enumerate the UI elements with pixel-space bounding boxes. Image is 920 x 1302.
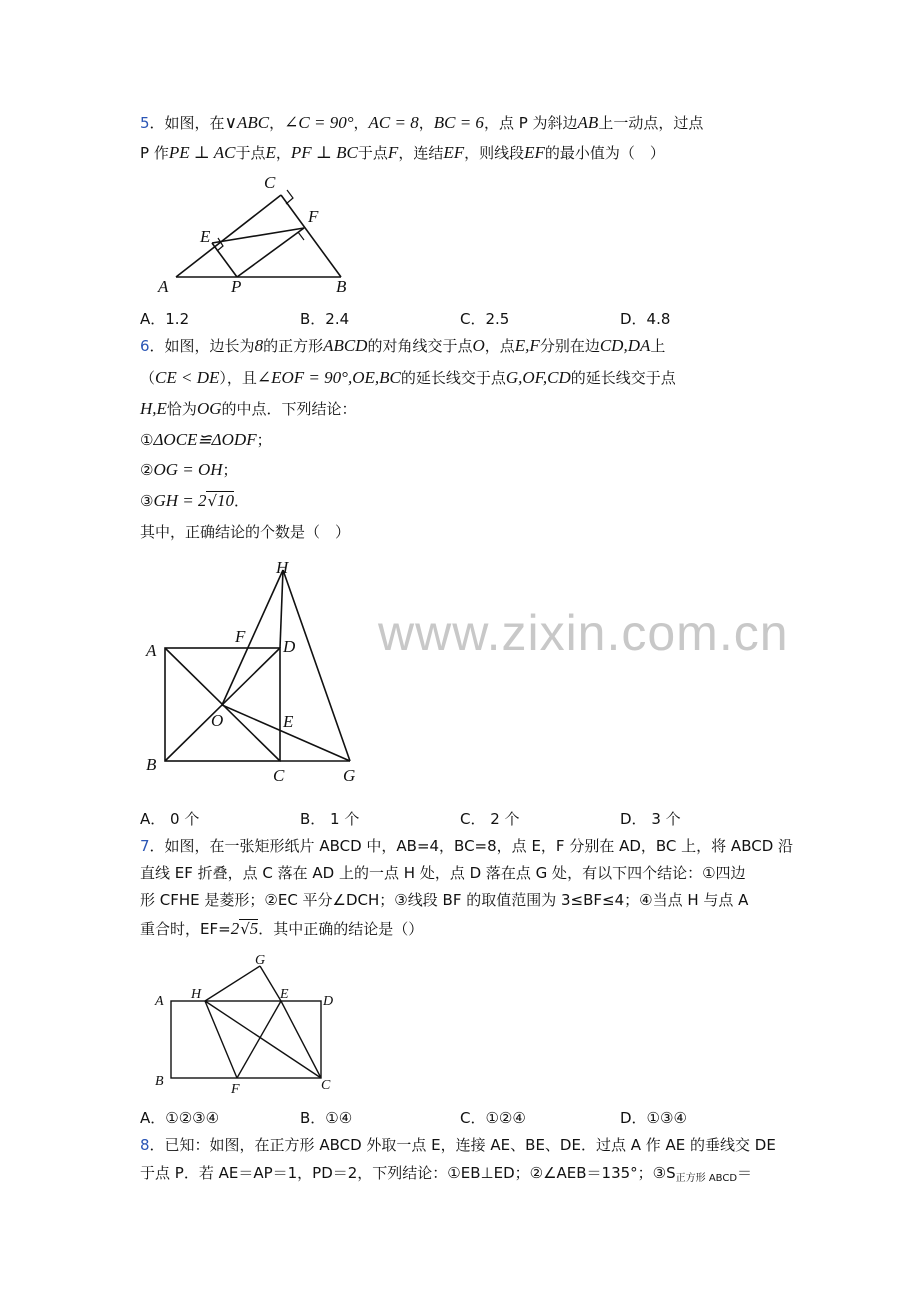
q7-line3: 形 CFHE 是菱形；②EC 平分∠DCH；③线段 BF 的取值范围为 3≤BF≤4；④当点 H 与点 A [140, 891, 749, 909]
q5-option-b[interactable]: B．2.4 [300, 310, 350, 328]
q6-label-o: O [211, 711, 224, 730]
q8-line2: 于点 P．若 AE＝AP＝1，PD＝2，下列结论：①EB⊥ED；②∠AEB＝135°；$③S_{正方形 ABCD}=$ [140, 1164, 753, 1184]
q5-line2: P 作PE ⊥ AC于点E，PF ⊥ BC于点F，连结EF，则线段EF的最小值为（ ） [140, 143, 665, 162]
q6-conclusion-2: ②OG = OH； [140, 460, 238, 479]
q6-label-g: G [343, 766, 356, 785]
q6-line2: （CE < DE），且∠EOF = 90°,OE,BC的延长线交于点G,OF,CD的延长线交于点 [140, 368, 676, 387]
q7-number: 7 [140, 837, 150, 855]
q7-label-d: D [323, 994, 334, 1009]
q7-line-ef [237, 1001, 281, 1078]
watermark: www.zixin.com.cn [378, 605, 789, 661]
q6-option-c[interactable]: C． 2 个 [460, 810, 520, 828]
q6-label-h: H [276, 558, 289, 577]
q5-line1: 5．如图，在∨ABC，∠C = 90°，AC = 8，BC = 6，点 P 为斜边AB上一动点，过点 [140, 113, 704, 132]
q7-label-c: C [321, 1078, 331, 1093]
q6-square-figure [140, 555, 370, 790]
q6-conclusion-1: ①ΔOCE≌ΔODF； [140, 430, 272, 449]
q7-label-h: H [191, 987, 202, 1002]
q5-label-f: F [308, 207, 319, 226]
q7-line-hg [205, 966, 260, 1001]
q6-line-oh [222, 570, 283, 705]
q6-label-f: F [235, 627, 246, 646]
q6-label-d: D [283, 637, 296, 656]
q7-line-hc [205, 1001, 321, 1078]
q5-segment-ef [212, 228, 304, 243]
q8-line1: 8．已知：如图，在正方形 ABCD 外取一点 E，连接 AE、BE、DE．过点 A 作 AE 的垂线交 DE [140, 1136, 776, 1154]
q6-option-a[interactable]: A． 0 个 [140, 810, 200, 828]
q7-label-e: E [280, 987, 289, 1002]
q6-label-a: A [146, 641, 157, 660]
q5-label-b: B [336, 277, 347, 296]
q5-label-c: C [264, 173, 276, 192]
q7-line4: 重合时，EF=2√5．其中正确的结论是（） [140, 919, 424, 938]
q5-right-angle-f [298, 232, 304, 240]
q7-line2: 直线 EF 折叠，点 C 落在 AD 上的一点 H 处，点 D 落在点 G 处，有以下四个结论：①四边 [140, 864, 746, 882]
q5-triangle-figure [150, 168, 370, 298]
q5-label-a: A [158, 277, 169, 296]
q6-conclusion-3: ③GH = 2√10． [140, 491, 250, 510]
q7-option-a[interactable]: A．①②③④ [140, 1109, 220, 1127]
q6-number: 6 [140, 337, 150, 355]
q5-option-a[interactable]: A．1.2 [140, 310, 190, 328]
q6-option-d[interactable]: D． 3 个 [620, 810, 681, 828]
q5-option-d[interactable]: D．4.8 [620, 310, 671, 328]
q7-option-b[interactable]: B．①④ [300, 1109, 353, 1127]
q7-line-ec [281, 1001, 321, 1078]
q7-label-b: B [155, 1074, 164, 1089]
q5-label-p: P [231, 277, 242, 296]
q7-line-hf [205, 1001, 237, 1078]
q7-line-ge [260, 966, 281, 1001]
q7-rectangle-abcd [171, 1001, 321, 1078]
q6-option-b[interactable]: B． 1 个 [300, 810, 360, 828]
sqrt-symbol: √10 [207, 491, 235, 510]
q7-option-c[interactable]: C．①②④ [460, 1109, 526, 1127]
q7-line1: 7．如图，在一张矩形纸片 ABCD 中，AB=4，BC=8，点 E，F 分别在 AD，BC 上，将 ABCD 沿 [140, 837, 794, 855]
sqrt-symbol: √5 [240, 919, 259, 938]
q6-label-b: B [146, 755, 157, 774]
q6-line3: H,E恰为OG的中点．下列结论： [140, 399, 357, 418]
q6-line1: 6．如图，边长为8的正方形ABCD的对角线交于点O，点E,F分别在边CD,DA上 [140, 336, 666, 355]
q6-line-hg [283, 570, 350, 761]
q6-label-c: C [273, 766, 285, 785]
q5-label-e: E [200, 227, 211, 246]
q5-segment-pe [212, 243, 237, 277]
q5-right-angle-c [286, 190, 293, 204]
q7-label-f: F [231, 1082, 240, 1097]
q6-label-e: E [283, 712, 294, 731]
q5-option-c[interactable]: C．2.5 [460, 310, 510, 328]
q7-label-g: G [255, 953, 266, 968]
q7-option-d[interactable]: D．①③④ [620, 1109, 687, 1127]
q5-number: 5 [140, 114, 150, 132]
q5-segment-pf [237, 228, 304, 277]
q7-label-a: A [155, 994, 164, 1009]
q8-number: 8 [140, 1136, 150, 1154]
q6-question: 其中，正确结论的个数是（ ） [140, 523, 351, 541]
q7-rectangle-figure [140, 948, 350, 1098]
